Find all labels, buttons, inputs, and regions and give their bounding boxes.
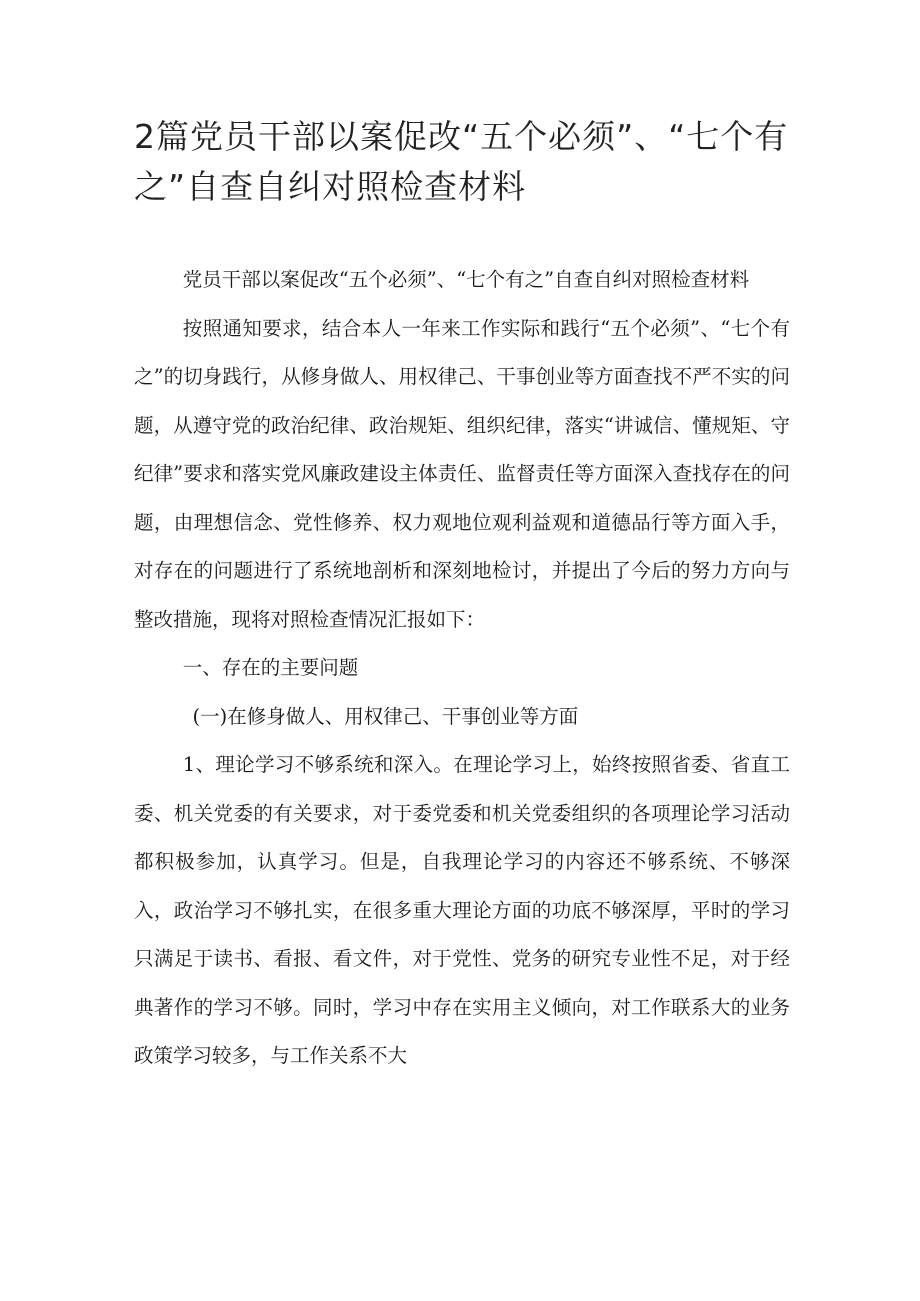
intro-paragraph: 按照通知要求，结合本人一年来工作实际和践行“五个必须”、“七个有之”的切身践行，从修身做人、用权律己、干事创业等方面查找不严不实的问题，从遵守党的政治纪律、政治规矩、组织纪律，落实“讲诚信、懂规矩、守纪律”要求和落实党风廉政建设主体责任、监督责任等方面深入查找存在的问题，由理想信念、党性修养、权力观地位观利益观和道德品行等方面入手，对存在的问题进行了系统地剖析和深刻地检讨，并提出了今后的努力方向与整改措施，现将对照检查情况汇报如下： bbox=[134, 316, 790, 631]
section-heading: 一、存在的主要问题 bbox=[182, 656, 359, 679]
subsection-heading: (一)在修身做人、用权律己、干事创业等方面 bbox=[192, 704, 579, 728]
subtitle-paragraph: 党员干部以案促改“五个必须”、“七个有之”自查自纠对照检查材料 bbox=[182, 268, 750, 291]
document-title: 2篇党员干部以案促改“五个必须”、“七个有之”自查自纠对照检查材料 bbox=[134, 117, 789, 206]
issue-paragraph: 1、理论学习不够系统和深入。在理论学习上，始终按照省委、省直工委、机关党委的有关要求，对于委党委和机关党委组织的各项理论学习活动都积极参加，认真学习。但是，自我理论学习的内容还不够系统、不够深入，政治学习不够扎实，在很多重大理论方面的功底不够深厚，平时的学习只满足于读书、看报、看文件，对于党性、党务的研究专业性不足，对于经典著作的学习不够。同时，学习中存在实用主义倾向，对工作联系大的业务政策学习较多，与工作关系不大 bbox=[134, 753, 790, 1067]
document-body bbox=[134, 256, 790, 1081]
